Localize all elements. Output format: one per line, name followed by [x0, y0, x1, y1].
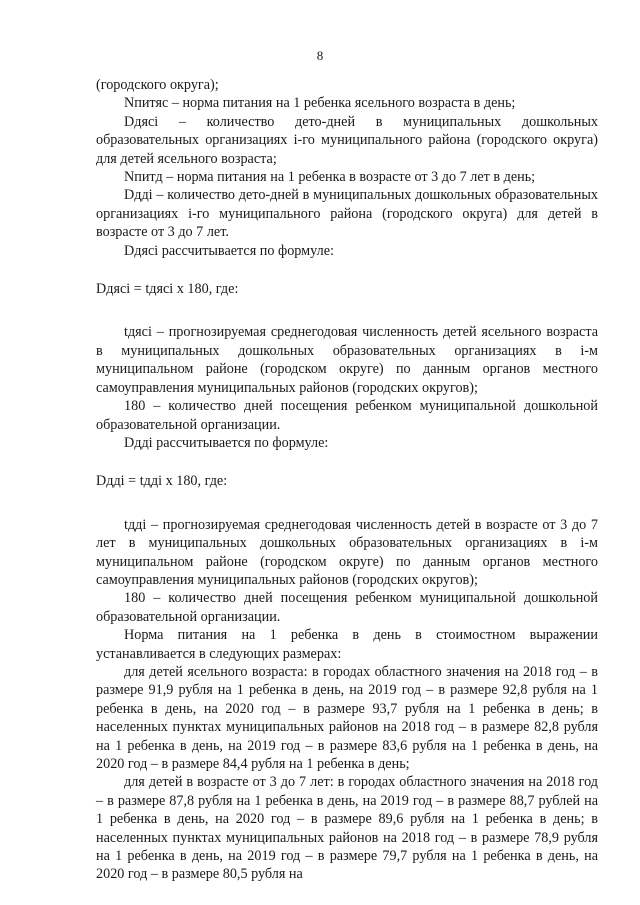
definition-tdyasi: tдясi – прогнозируемая среднегодовая численность детей ясельного возраста в муниципальных дошкольных образовательных организациях в i-м муниципальном районе (городском округе) по данным органов местного самоуправления муниципальных районов (городских округов);: [96, 324, 598, 396]
definition-ddyasi: Dдясi – количество дето-дней в муниципальных дошкольных образовательных организациях i-го муниципального района (городского округа) для детей ясельного возраста;: [96, 113, 598, 167]
nutrition-norm-intro: Норма питания на 1 ребенка в день в стоимостном выражении устанавливается в следующих размерах:: [96, 627, 598, 662]
formula-intro-dddi: Dдді рассчитывается по формуле:: [124, 434, 329, 451]
definition-180-days-1: 180 – количество дней посещения ребенком муниципальной дошкольной образовательной организации.: [96, 398, 598, 433]
nutrition-norm-3-7: для детей в возрасте от 3 до 7 лет: в городах областного значения на 2018 год – в размере 87,8 рубля на 1 ребенка в день, на 2019 год – в размере 88,7 рублей на 1 ребенка в день, на 2020 год – в размере 89,6 рубля на 1 ребенка в день; в населенных пунктах муниципальных районов на 2018 год – в размере 78,9 рубля на 1 ребенка в день, на 2019 год – в размере 79,7 рубля на 1 ребенка в день, на 2020 год – в размере 80,5 рубля на: [96, 774, 598, 883]
document-body: [96, 76, 598, 884]
definition-180-days-2: 180 – количество дней посещения ребенком муниципальной дошкольной образовательной организации.: [96, 590, 598, 625]
nutrition-norm-nursery: для детей ясельного возраста: в городах областного значения на 2018 год – в размере 91,9 рубля на 1 ребенка в день, на 2019 год – в размере 92,8 рубля на 1 ребенка в день, на 2020 год – в размере 93,7 рубля на 1 ребенка в день; в населенных пунктах муниципальных районов на 2018 год – в размере 82,8 рубля на 1 ребенка в день, на 2019 год – в размере 83,6 рубля на 1 ребенка в день, на 2020 год – в размере 84,4 рубля на 1 ребенка в день;: [96, 663, 598, 772]
definition-tddi: tдді – прогнозируемая среднегодовая численность детей в возрасте от 3 до 7 лет в муниципальных дошкольных образовательных организациях в i-м муниципальном районе (городском округе) по данным органов местного самоуправления муниципальных районов (городских округов);: [96, 516, 598, 588]
paragraph-continuation: (городского округа);: [96, 77, 219, 93]
formula-intro-ddyasi: Dдясi рассчитывается по формуле:: [124, 242, 334, 259]
definition-npitd: Nпитд – норма питания на 1 ребенка в возрасте от 3 до 7 лет в день;: [124, 169, 536, 186]
formula-dddi: Dдді = tдді х 180, где:: [96, 473, 228, 490]
page-number: 8: [316, 48, 324, 63]
definition-npityas: Nпитяс – норма питания на 1 ребенка ясельного возраста в день;: [124, 95, 516, 112]
formula-ddyasi: Dдясi = tдясi х 180, где:: [96, 281, 239, 298]
definition-dddi: Dдді – количество дето-дней в муниципальных дошкольных образовательных организациях i-го муниципального района (городского округа) для детей в возрасте от 3 до 7 лет.: [96, 187, 598, 241]
